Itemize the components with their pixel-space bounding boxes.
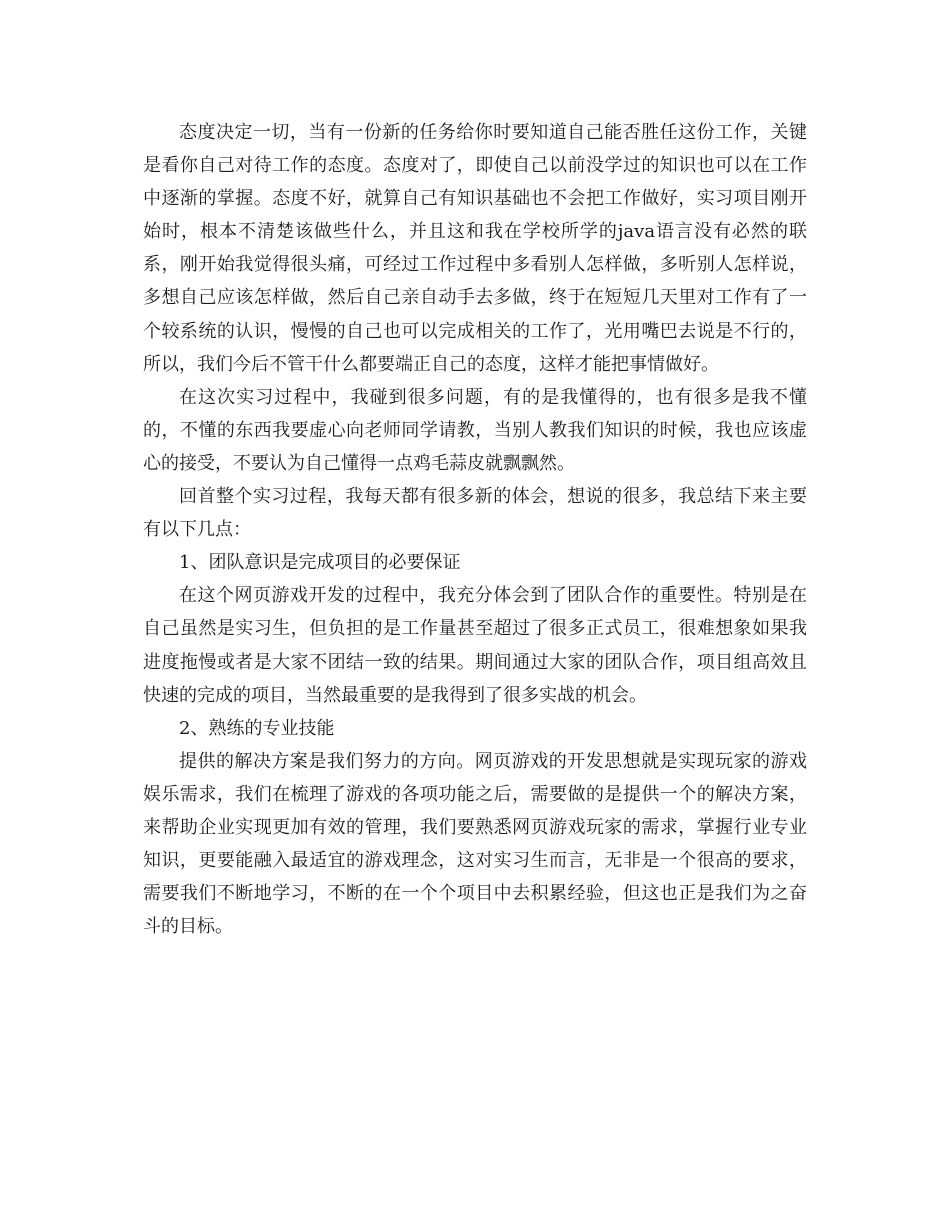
heading-teamwork: 1、团队意识是完成项目的必要保证 [179,552,461,574]
paragraph-attitude: 态度决定一切，当有一份新的任务给你时要知道自己能否胜任这份工作，关键是看你自己对待工作的态度。态度对了，即使自己以前没学过的知识也可以在工作中逐渐的掌握。态度不好，就算自己有知识基础也不会把工作做好，实习项目刚开始时，根本不清楚该做些什么，并且这和我在学校所学的java语言没有必然的联系，刚开始我觉得很头痛，可经过工作过程中多看别人怎样做，多听别人怎样说，多想自己应该怎样做，然后自己亲自动手去多做，终于在短短几天里对工作有了一个较系统的认识，慢慢的自己也可以完成相关的工作了，光用嘴巴去说是不行的，所以，我们今后不管干什么都要端正自己的态度，这样才能把事情做好。 [143,122,807,375]
paragraph-problems: 在这次实习过程中，我碰到很多问题，有的是我懂得的，也有很多是我不懂的，不懂的东西我要虚心向老师同学请教，当别人教我们知识的时候，我也应该虚心的接受，不要认为自己懂得一点鸡毛蒜皮就飘飘然。 [143,386,807,474]
document-body [143,116,807,943]
paragraph-summary-intro: 回首整个实习过程，我每天都有很多新的体会，想说的很多，我总结下来主要有以下几点： [143,486,807,541]
paragraph-teamwork: 在这个网页游戏开发的过程中，我充分体会到了团队合作的重要性。特别是在自己虽然是实习生，但负担的是工作量甚至超过了很多正式员工，很难想象如果我进度拖慢或者是大家不团结一致的结果。期间通过大家的团队合作，项目组高效且快速的完成的项目，当然最重要的是我得到了很多实战的机会。 [143,585,807,706]
heading-skills: 2、熟练的专业技能 [179,717,335,739]
paragraph-skills: 提供的解决方案是我们努力的方向。网页游戏的开发思想就是实现玩家的游戏娱乐需求，我们在梳理了游戏的各项功能之后，需要做的是提供一个的解决方案，来帮助企业实现更加有效的管理，我们要熟悉网页游戏玩家的需求，掌握行业专业知识，更要能融入最适宜的游戏理念，这对实习生而言，无非是一个很高的要求，需要我们不断地学习，不断的在一个个项目中去积累经验，但这也正是我们为之奋斗的目标。 [143,750,807,938]
